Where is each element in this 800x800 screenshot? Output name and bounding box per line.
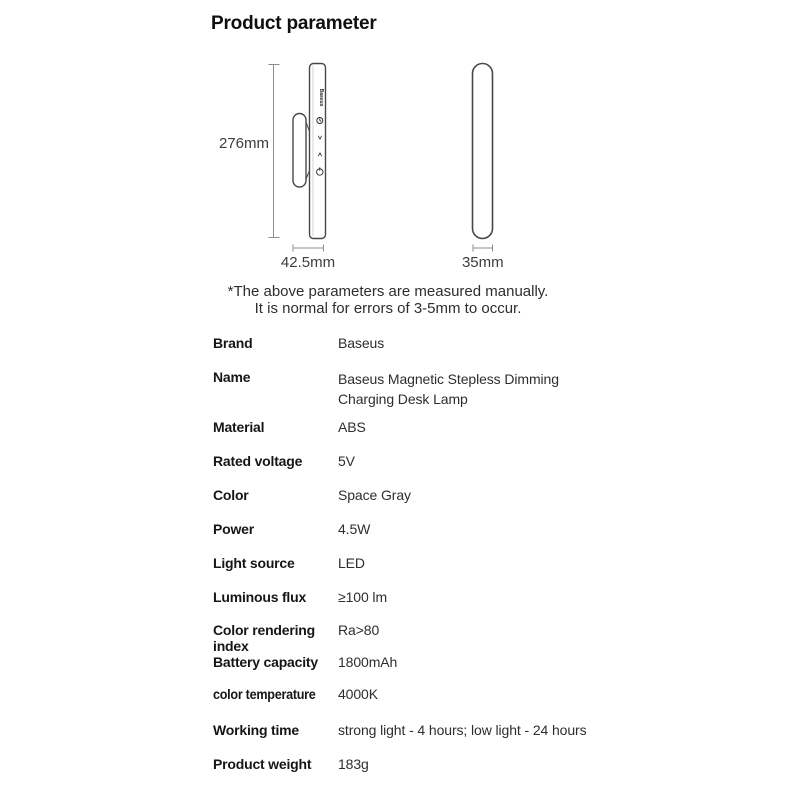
front-width-dimension-line: [473, 245, 493, 252]
spec-label: Luminous flux: [213, 589, 307, 605]
mount-bracket: [293, 114, 306, 188]
spec-label: Brand: [213, 335, 253, 351]
spec-row-rated-voltage: [213, 453, 643, 470]
side-width-dimension-line: [293, 245, 324, 252]
spec-value: LED: [338, 555, 365, 571]
brightness-up-icon: >: [315, 135, 323, 140]
spec-row-color-rendering-index: [213, 622, 643, 654]
spec-label: Light source: [213, 555, 295, 571]
spec-row-light-source: [213, 555, 643, 572]
spec-label: Power: [213, 521, 255, 537]
spec-label: Product weight: [213, 756, 312, 772]
spec-row-luminous-flux: [213, 589, 643, 606]
spec-table: [213, 335, 643, 773]
spec-label: Name: [213, 369, 251, 385]
spec-row-name: [213, 369, 643, 409]
spec-label: color temperature: [213, 686, 316, 702]
spec-row-color-temperature: [213, 686, 643, 703]
spec-value: ABS: [338, 419, 366, 435]
spec-row-power: [213, 521, 643, 538]
spec-value: strong light - 4 hours; low light - 24 hours: [338, 722, 587, 738]
spec-value: 4000K: [338, 686, 378, 702]
spec-row-brand: [213, 335, 643, 352]
spec-row-working-time: [213, 722, 643, 739]
dimension-diagram: [210, 50, 520, 282]
spec-row-battery-capacity: [213, 654, 643, 671]
side-width-dimension-label: 42.5mm: [280, 254, 336, 271]
spec-label: Rated voltage: [213, 453, 303, 469]
spec-value: Ra>80: [338, 622, 380, 638]
spec-value: 1800mAh: [338, 654, 398, 670]
spec-value: 183g: [338, 756, 369, 772]
device-brand-text: Baseus: [317, 88, 324, 107]
spec-value: ≥100 lm: [338, 589, 388, 605]
front-width-dimension-label: 35mm: [461, 254, 504, 271]
spec-label: Color: [213, 487, 249, 503]
spec-label: Material: [213, 419, 265, 435]
spec-row-color: [213, 487, 643, 504]
measurement-disclaimer: [0, 283, 788, 317]
spec-value: 5V: [338, 453, 355, 469]
spec-value: Space Gray: [338, 487, 411, 503]
spec-label: Working time: [213, 722, 300, 738]
page-title: Product parameter: [211, 13, 377, 34]
lamp-side-view: [293, 64, 326, 239]
spec-label: Battery capacity: [213, 654, 318, 670]
spec-value: 4.5W: [338, 521, 371, 537]
spec-row-material: [213, 419, 643, 436]
spec-value: Baseus: [338, 335, 385, 351]
spec-value: Baseus Magnetic Stepless Dimming Charging Desk Lamp: [338, 371, 559, 407]
lamp-body-front: [473, 64, 493, 239]
spec-row-product-weight: [213, 756, 643, 773]
height-dimension-label: 276mm: [218, 135, 269, 152]
disclaimer-line-1: *The above parameters are measured manually.: [227, 283, 549, 300]
disclaimer-line-2: It is normal for errors of 3-5mm to occur.: [254, 300, 522, 317]
brightness-down-icon: <: [315, 152, 323, 157]
height-dimension-line: [269, 64, 280, 238]
spec-label: Color rendering index: [213, 622, 316, 654]
